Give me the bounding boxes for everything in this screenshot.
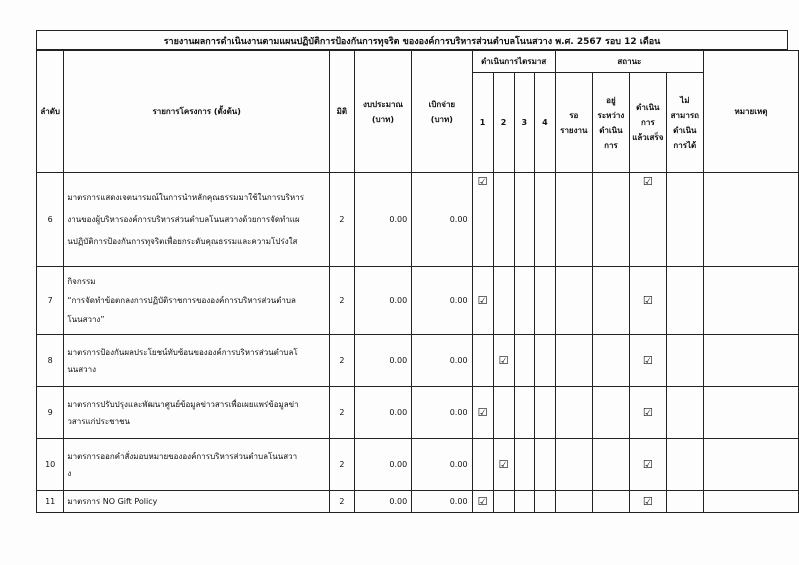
disbursed-unit: (บาท) bbox=[430, 114, 453, 124]
quarter-4-cell bbox=[535, 439, 556, 491]
status-waiting-line: รายงาน bbox=[560, 125, 588, 135]
project-name bbox=[64, 387, 330, 439]
header-row-1 bbox=[37, 51, 799, 73]
col-header-disbursed bbox=[412, 51, 472, 173]
status-waiting-cell bbox=[555, 491, 592, 513]
quarter-2-header: 2 bbox=[493, 73, 514, 173]
checkbox-checked-icon: ☑ bbox=[477, 294, 488, 307]
project-name bbox=[64, 491, 330, 513]
row-number: 7 bbox=[37, 267, 64, 335]
remark-cell bbox=[703, 387, 798, 439]
table-row bbox=[37, 173, 799, 267]
report-title: รายงานผลการดำเนินงานตามแผนปฏิบัติการป้องกันการทุจริต ขององค์การบริหารส่วนตำบลโนนสวาง พ.ศ. 2567 รอบ 12 เดือน bbox=[163, 37, 661, 47]
quarter-4-header: 4 bbox=[535, 73, 556, 173]
quarter-4-cell bbox=[535, 173, 556, 267]
status-group-header: สถานะ bbox=[555, 51, 703, 73]
row-number: 9 bbox=[37, 387, 64, 439]
status-done-line: แล้วเสร็จ bbox=[632, 133, 664, 142]
quarter-3-cell bbox=[514, 491, 535, 513]
report-body bbox=[37, 173, 799, 513]
status-waiting-line: รอ bbox=[569, 110, 579, 120]
status-unable-cell bbox=[666, 335, 703, 387]
status-done-cell bbox=[629, 335, 666, 387]
status-unable-header bbox=[666, 73, 703, 173]
report-table bbox=[36, 50, 799, 513]
remark-cell bbox=[703, 173, 798, 267]
quarter-3-cell bbox=[514, 439, 535, 491]
status-in-progress-line: อยู่ bbox=[606, 95, 616, 105]
status-in-progress-cell bbox=[592, 335, 629, 387]
row-number: 6 bbox=[37, 173, 64, 267]
quarter-3-cell bbox=[514, 335, 535, 387]
status-in-progress-cell bbox=[592, 387, 629, 439]
project-line: งานของผู้บริหารองค์การบริหารส่วนตำบลโนนสวางด้วยการจัดทำแผ bbox=[67, 214, 300, 224]
quarter-2-cell bbox=[493, 173, 514, 267]
checkbox-checked-icon: ☑ bbox=[498, 458, 509, 471]
quarter-2-cell bbox=[493, 267, 514, 335]
checkbox-checked-icon: ☑ bbox=[498, 354, 509, 367]
project-name bbox=[64, 173, 330, 267]
status-done-cell bbox=[629, 439, 666, 491]
status-done-cell bbox=[629, 267, 666, 335]
project-line: มาตรการออกคำสั่งมอบหมายขององค์การบริหารส่วนตำบลโนนสวา bbox=[67, 451, 298, 461]
budget-cell: 0.00 bbox=[354, 267, 411, 335]
budget-cell: 0.00 bbox=[354, 173, 411, 267]
status-waiting-cell bbox=[555, 335, 592, 387]
remark-cell bbox=[703, 267, 798, 335]
dimension-cell: 2 bbox=[330, 335, 355, 387]
checkbox-checked-icon: ☑ bbox=[477, 495, 488, 508]
quarter-3-cell bbox=[514, 387, 535, 439]
status-done-line: ดำเนิน bbox=[636, 103, 660, 112]
checkbox-checked-icon: ☑ bbox=[642, 175, 653, 188]
project-line: มาตรการ NO Gift Policy bbox=[67, 497, 158, 506]
quarter-1-header: 1 bbox=[472, 73, 493, 173]
status-in-progress-cell bbox=[592, 439, 629, 491]
status-waiting-header bbox=[555, 73, 592, 173]
status-in-progress-line: ดำเนิน bbox=[599, 125, 623, 135]
status-waiting-cell bbox=[555, 439, 592, 491]
dimension-cell: 2 bbox=[330, 267, 355, 335]
quarter-1-cell bbox=[472, 491, 493, 513]
checkbox-checked-icon: ☑ bbox=[642, 458, 653, 471]
quarter-1-cell bbox=[472, 335, 493, 387]
col-header-no: ลำดับ bbox=[37, 51, 64, 173]
dimension-cell: 2 bbox=[330, 173, 355, 267]
quarter-2-cell bbox=[493, 335, 514, 387]
row-number: 11 bbox=[37, 491, 64, 513]
budget-cell: 0.00 bbox=[354, 491, 411, 513]
quarter-1-cell bbox=[472, 439, 493, 491]
table-row bbox=[37, 387, 799, 439]
title-box bbox=[36, 30, 788, 50]
checkbox-checked-icon: ☑ bbox=[642, 354, 653, 367]
status-in-progress-cell bbox=[592, 173, 629, 267]
checkbox-checked-icon: ☑ bbox=[477, 406, 488, 419]
status-waiting-cell bbox=[555, 267, 592, 335]
disbursed-cell: 0.00 bbox=[412, 173, 472, 267]
dimension-cell: 2 bbox=[330, 491, 355, 513]
status-unable-line: การได้ bbox=[673, 140, 697, 150]
col-header-remark: หมายเหตุ bbox=[703, 51, 798, 173]
disbursed-cell: 0.00 bbox=[412, 387, 472, 439]
quarter-1-cell bbox=[472, 173, 493, 267]
budget-unit: (บาท) bbox=[371, 114, 395, 124]
checkbox-checked-icon: ☑ bbox=[642, 406, 653, 419]
remark-cell bbox=[703, 335, 798, 387]
quarter-4-cell bbox=[535, 267, 556, 335]
dimension-cell: 2 bbox=[330, 439, 355, 491]
col-header-project: รายการโครงการ (ตั้งต้น) bbox=[64, 51, 330, 173]
project-line: มาตรการป้องกันผลประโยชน์ทับซ้อนขององค์การบริหารส่วนตำบลโ bbox=[67, 347, 298, 357]
remark-cell bbox=[703, 439, 798, 491]
project-name bbox=[64, 335, 330, 387]
table-row bbox=[37, 491, 799, 513]
disbursed-label: เบิกจ่าย bbox=[428, 99, 456, 109]
quarter-group-header: ดำเนินการไตรมาส bbox=[472, 51, 555, 73]
status-unable-cell bbox=[666, 439, 703, 491]
status-unable-line: สามารถ bbox=[670, 110, 699, 120]
status-unable-cell bbox=[666, 173, 703, 267]
project-line: โนนสวาง” bbox=[67, 315, 105, 324]
project-line: นปฏิบัติการป้องกันการทุจริตเพื่อยกระดับคุณธรรมและความโปร่งใส bbox=[67, 236, 298, 246]
disbursed-cell: 0.00 bbox=[412, 491, 472, 513]
quarter-1-cell bbox=[472, 387, 493, 439]
dimension-cell: 2 bbox=[330, 387, 355, 439]
row-number: 10 bbox=[37, 439, 64, 491]
budget-label: งบประมาณ bbox=[363, 99, 403, 109]
project-line: มาตรการแสดงเจตนารมณ์ในการนำหลักคุณธรรมมาใช้ในการบริหาร bbox=[67, 192, 304, 202]
status-done-line: การ bbox=[641, 118, 655, 127]
table-row bbox=[37, 335, 799, 387]
status-in-progress-line: การ bbox=[604, 140, 618, 150]
project-line: “การจัดทำข้อตกลงการปฏิบัติราชการขององค์การบริหารส่วนตำบล bbox=[67, 296, 296, 305]
status-unable-cell bbox=[666, 491, 703, 513]
project-line: ง bbox=[67, 468, 72, 478]
status-unable-line: ดำเนิน bbox=[673, 125, 697, 135]
budget-cell: 0.00 bbox=[354, 387, 411, 439]
table-row bbox=[37, 267, 799, 335]
project-line: นนสวาง bbox=[67, 364, 97, 374]
status-waiting-cell bbox=[555, 173, 592, 267]
disbursed-cell: 0.00 bbox=[412, 267, 472, 335]
quarter-2-cell bbox=[493, 439, 514, 491]
quarter-4-cell bbox=[535, 387, 556, 439]
project-line: วสารแก่ประชาชน bbox=[67, 416, 130, 426]
project-name bbox=[64, 267, 330, 335]
status-done-header bbox=[629, 73, 666, 173]
status-unable-cell bbox=[666, 387, 703, 439]
status-unable-line: ไม่ bbox=[680, 95, 690, 105]
col-header-dimension: มิติ bbox=[330, 51, 355, 173]
budget-cell: 0.00 bbox=[354, 335, 411, 387]
quarter-2-cell bbox=[493, 387, 514, 439]
quarter-3-cell bbox=[514, 267, 535, 335]
checkbox-checked-icon: ☑ bbox=[642, 495, 653, 508]
quarter-4-cell bbox=[535, 335, 556, 387]
quarter-4-cell bbox=[535, 491, 556, 513]
project-line: มาตรการปรับปรุงและพัฒนาศูนย์ข้อมูลข่าวสารเพื่อเผยแพร่ข้อมูลข่า bbox=[67, 399, 299, 409]
remark-cell bbox=[703, 491, 798, 513]
project-line: กิจกรรม bbox=[67, 277, 96, 286]
quarter-3-cell bbox=[514, 173, 535, 267]
row-number: 8 bbox=[37, 335, 64, 387]
checkbox-checked-icon: ☑ bbox=[477, 175, 488, 188]
table-row bbox=[37, 439, 799, 491]
status-in-progress-line: ระหว่าง bbox=[597, 110, 625, 120]
status-waiting-cell bbox=[555, 387, 592, 439]
status-in-progress-header bbox=[592, 73, 629, 173]
disbursed-cell: 0.00 bbox=[412, 439, 472, 491]
status-in-progress-cell bbox=[592, 267, 629, 335]
status-done-cell bbox=[629, 387, 666, 439]
status-done-cell bbox=[629, 173, 666, 267]
quarter-2-cell bbox=[493, 491, 514, 513]
quarter-3-header: 3 bbox=[514, 73, 535, 173]
quarter-1-cell bbox=[472, 267, 493, 335]
status-done-cell bbox=[629, 491, 666, 513]
disbursed-cell: 0.00 bbox=[412, 335, 472, 387]
status-in-progress-cell bbox=[592, 491, 629, 513]
status-unable-cell bbox=[666, 267, 703, 335]
col-header-budget bbox=[354, 51, 411, 173]
project-name bbox=[64, 439, 330, 491]
checkbox-checked-icon: ☑ bbox=[642, 294, 653, 307]
budget-cell: 0.00 bbox=[354, 439, 411, 491]
